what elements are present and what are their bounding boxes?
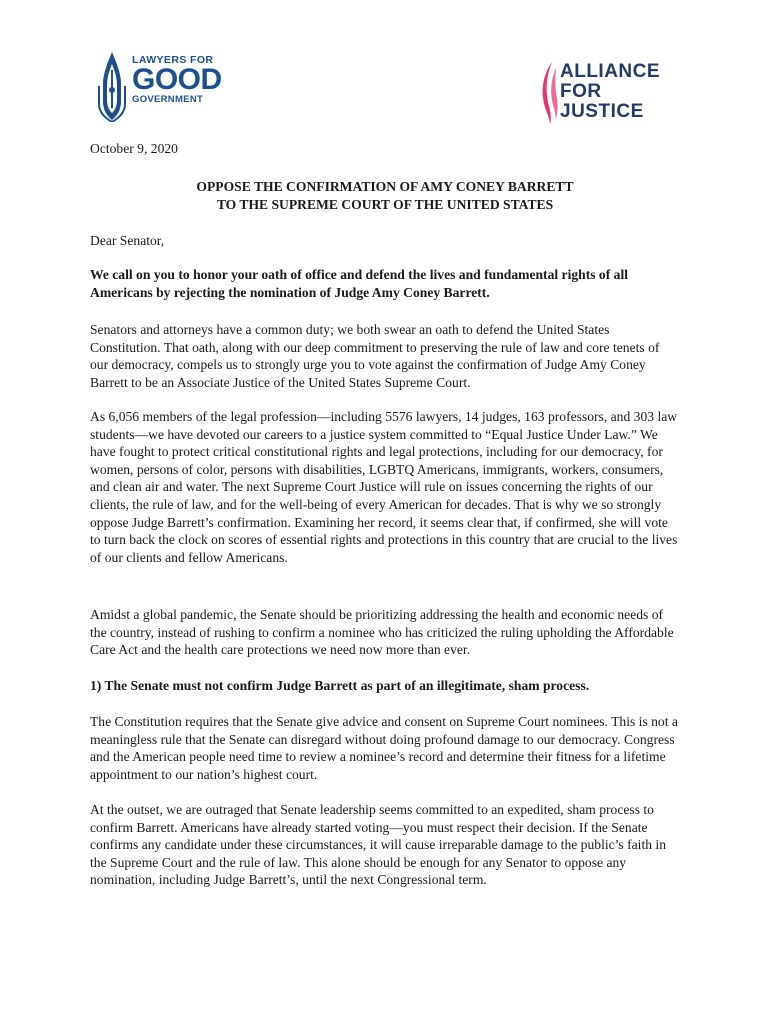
lawyers-for-good-government-logo [95, 50, 225, 122]
salutation: Dear Senator, [90, 233, 165, 248]
afj-wordmark [560, 62, 660, 122]
lfgg-line3: GOVERNMENT [132, 94, 204, 105]
pen-shield-icon [95, 50, 129, 122]
letter-date: October 9, 2020 [90, 141, 178, 156]
paragraph-3: Amidst a global pandemic, the Senate should be prioritizing addressing the health and economic needs of the country, instead of rushing to confirm a nominee who has criticized the ruling upholding the Affordable Care Act and the health care protections we need now more than ever. [90, 607, 674, 658]
paragraph-2: As 6,056 members of the legal profession—including 5576 lawyers, 14 judges, 163 professors, and 303 law students—we have devoted our careers to a justice system committed to “Equal Justice Under Law.” We have fought to protect critical constitutional rights and legal protections, including for our democracy, for women, persons of color, persons with disabilities, LGBTQ Americans, immigrants, workers, consumers, and clean air and water. The next Supreme Court Justice will rule on issues concerning the rights of our clients, the rule of law, and for the well-being of every American for decades. That is why we so strongly oppose Judge Barrett’s confirmation. Examining her record, it seems clear that, if confirmed, she will vote to turn back the clock on scores of essential rights and protections in this country that are crucial to the lives of our clients and fellow Americans. [90, 409, 678, 565]
alliance-for-justice-logo [538, 60, 678, 126]
lfgg-line1: LAWYERS FOR [132, 54, 214, 66]
section-heading-1: 1) The Senate must not confirm Judge Barrett as part of an illegitimate, sham process. [90, 678, 590, 693]
lfgg-wordmark [132, 54, 222, 105]
afj-line2: FOR [560, 81, 602, 102]
title-line2: TO THE SUPREME COURT OF THE UNITED STATES [216, 197, 554, 212]
lead-statement: We call on you to honor your oath of office and defend the lives and fundamental rights of all Americans by rejecting the nomination of Judge Amy Coney Barrett. [90, 267, 628, 300]
paragraph-5: At the outset, we are outraged that Senate leadership seems committed to an expedited, sham process to confirm Barrett. Americans have already started voting—you must respect their decision. If the Senate confirms any candidate under these circumstances, it will cause irreparable damage to the public’s faith in the Supreme Court and the rule of law. This alone should be enough for any Senator to oppose any nomination, including Judge Barrett’s, until the next Congressional term. [90, 802, 667, 888]
paragraph-1: Senators and attorneys have a common duty; we both swear an oath to defend the United States Constitution. That oath, along with our deep commitment to preserving the rule of law and core tenets of our democracy, compels us to strongly urge you to vote against the confirmation of Judge Amy Coney Barrett to be an Associate Justice of the United States Supreme Court. [90, 322, 660, 390]
paragraph-4: The Constitution requires that the Senate give advice and consent on Supreme Court nominees. This is not a meaningless rule that the Senate can disregard without doing profound damage to our democracy. Congress and the American people need time to review a nominee’s record and determine their fitness for a lifetime appointment to our nation’s highest court. [90, 714, 678, 782]
flame-swoosh-icon [538, 60, 562, 126]
afj-line1: ALLIANCE [560, 61, 661, 82]
title-line1: OPPOSE THE CONFIRMATION OF AMY CONEY BARRETT [196, 179, 574, 194]
letter-title [90, 178, 680, 214]
lfgg-line2: GOOD [132, 63, 222, 96]
afj-line3: JUSTICE [560, 101, 644, 122]
